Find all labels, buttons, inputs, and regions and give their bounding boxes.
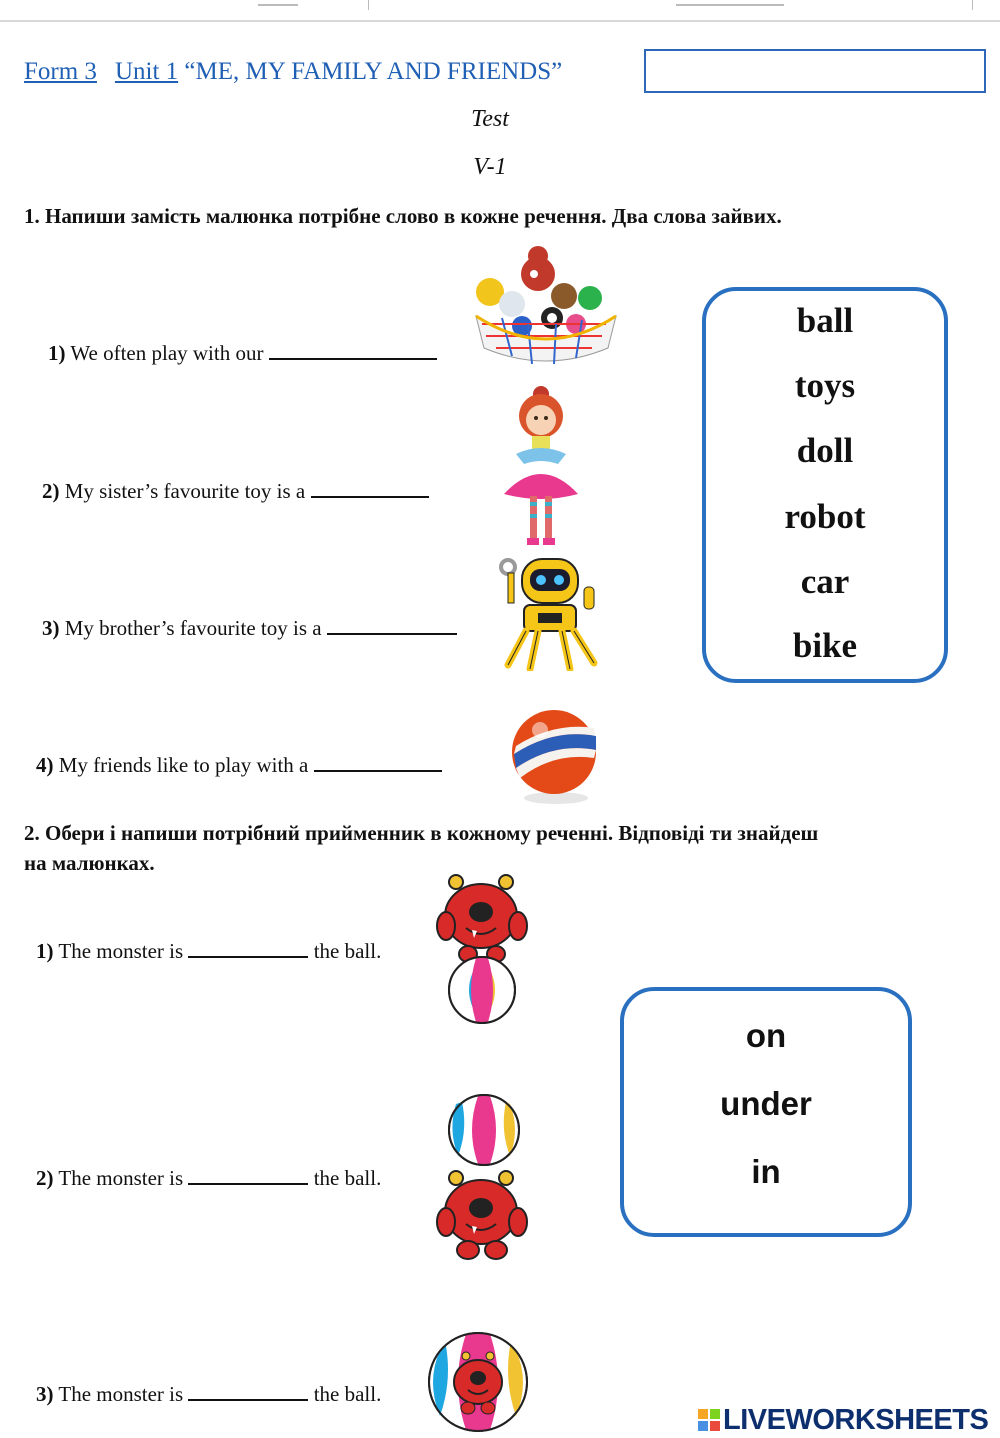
unit-label: Unit 1 (114, 58, 179, 85)
answer-blank[interactable] (188, 1381, 308, 1401)
robot-picture (498, 553, 602, 671)
task1-sentence-3: 3) My brother’s favourite toy is a (42, 615, 457, 641)
word-option: on (745, 1017, 787, 1054)
word-option: ball (796, 301, 854, 340)
word-option: bike (792, 626, 858, 665)
task1-sentence-4: 4) My friends like to play with a (36, 752, 442, 778)
ball-picture (510, 706, 600, 806)
answer-blank[interactable] (311, 478, 429, 498)
answer-blank[interactable] (327, 615, 457, 635)
task1-sentence-1: 1) We often play with our (48, 340, 437, 366)
word-option: under (720, 1085, 812, 1122)
answer-blank[interactable] (188, 1165, 308, 1185)
task1-sentence-2: 2) My sister’s favourite toy is a (42, 478, 429, 504)
worksheet-header (24, 58, 562, 86)
word-option: robot (784, 497, 866, 536)
name-input-box[interactable] (644, 49, 986, 93)
word-option: in (751, 1153, 781, 1190)
variant-label: V-1 (473, 154, 507, 180)
word-option: toys (794, 366, 856, 405)
word-option: car (800, 562, 850, 601)
doll-picture (496, 384, 586, 548)
task2-sentence-2: 2) The monster is the ball. (36, 1166, 382, 1190)
monster-under-ball-picture (436, 1092, 530, 1272)
liveworksheets-logo-icon (698, 1409, 720, 1431)
form-label: Form 3 (24, 58, 97, 85)
word-option: doll (796, 431, 854, 470)
toys-basket-picture (472, 244, 620, 374)
unit-title: “ME, MY FAMILY AND FRIENDS” (184, 58, 563, 85)
answer-blank[interactable] (269, 340, 437, 360)
task2-sentence-1: 1) The monster is the ball. (36, 939, 382, 963)
word-bank-box-2 (620, 987, 912, 1237)
task2-sentence-3: 3) The monster is the ball. (36, 1382, 382, 1406)
liveworksheets-logo: LIVEWORKSHEETS (698, 1404, 988, 1437)
test-label: Test (471, 106, 509, 132)
toolbar-strip (0, 0, 1000, 22)
word-bank-box-1 (702, 287, 948, 683)
answer-blank[interactable] (314, 752, 442, 772)
task2-instruction: 2. Обери і напиши потрібний прийменник в кожному реченні. Відповіді ти знайдеш на малюнках. (24, 821, 819, 875)
monster-in-ball-picture (426, 1330, 530, 1434)
answer-blank[interactable] (188, 938, 308, 958)
monster-on-ball-picture (436, 872, 530, 1024)
task1-instruction: 1. Напиши замість малюнка потрібне слово в кожне речення. Два слова зайвих. (24, 204, 782, 228)
